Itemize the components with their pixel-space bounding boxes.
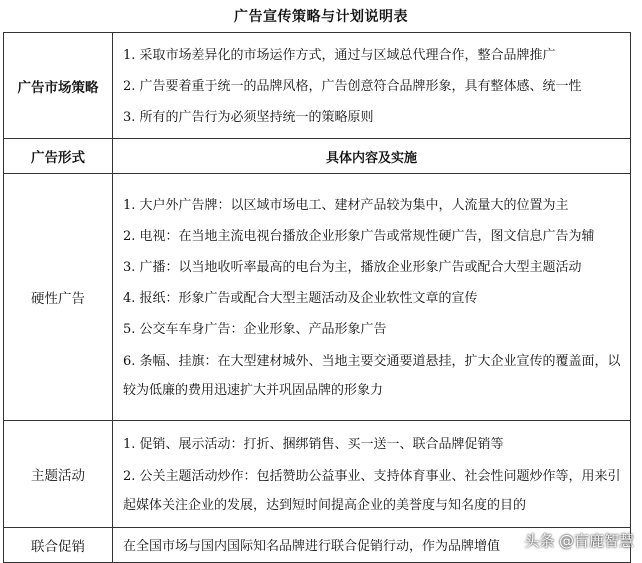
row-label-strategy: 广告市场策略 [4,33,113,139]
list-item: 4. 报纸：形象广告或配合大型主题活动及企业软性文章的宣传 [123,290,478,306]
list-item: 2. 广告要着重于统一的品牌风格，广告创意符合品牌形象，具有整体感、统一性 [123,79,582,94]
row-label-joint: 联合促销 [4,528,113,563]
list-item: 1. 大户外广告牌：以区域市场电工、建材产品较为集中，人流量大的位置为主 [123,197,569,213]
table-row-header [4,139,631,174]
table-row-hard-ads [4,174,631,421]
list-item: 1. 采取市场差异化的市场运作方式，通过与区域总代理合作，整合品牌推广 [123,48,556,63]
row-content-hard-ads [113,174,631,421]
list-item: 3. 广播：以当地收听率最高的电台为主，播放企业形象广告或配合大型主题活动 [123,259,582,275]
row-content-events [113,421,631,528]
list-item: 2. 公关主题活动炒作：包括赞助公益事业、支持体育事业、社会性问题炒作等，用来引起媒体关注企业的发展，达到短时间提高企业的美誉度与知名度的目的 [123,468,621,513]
list-item: 5. 公交车车身广告：企业形象、产品形象广告 [123,321,387,337]
list-item: 在全国市场与国内国际知名品牌进行联合促销行动，作为品牌增值 [123,538,501,554]
list-item: 2. 电视：在当地主流电视台播放企业形象广告或常规性硬广告，图文信息广告为辅 [123,228,595,244]
row-content-strategy [113,33,631,139]
list-item: 6. 条幅、挂旗：在大型建材城外、当地主要交通要道悬挂，扩大企业宣传的覆盖面，以较为低廉的费用迅速扩大并巩固品牌的形象力 [123,353,621,398]
row-label-hard-ads: 硬性广告 [4,174,113,421]
row-label-events: 主题活动 [4,421,113,528]
list-item: 1. 促销、展示活动：打折、捆绑销售、买一送一、联合品牌促销等 [123,436,504,452]
table-row-strategy [4,33,631,139]
table-row-events [4,421,631,528]
document-title: 广告宣传策略与计划说明表 [234,9,408,25]
column-header-form: 广告形式 [4,139,113,174]
strategy-table [3,32,631,563]
column-header-content: 具体内容及实施 [113,139,631,174]
watermark: 头条 @盲鹿智慧 [524,532,634,550]
list-item: 3. 所有的广告行为必须坚持统一的策略原则 [123,110,374,125]
